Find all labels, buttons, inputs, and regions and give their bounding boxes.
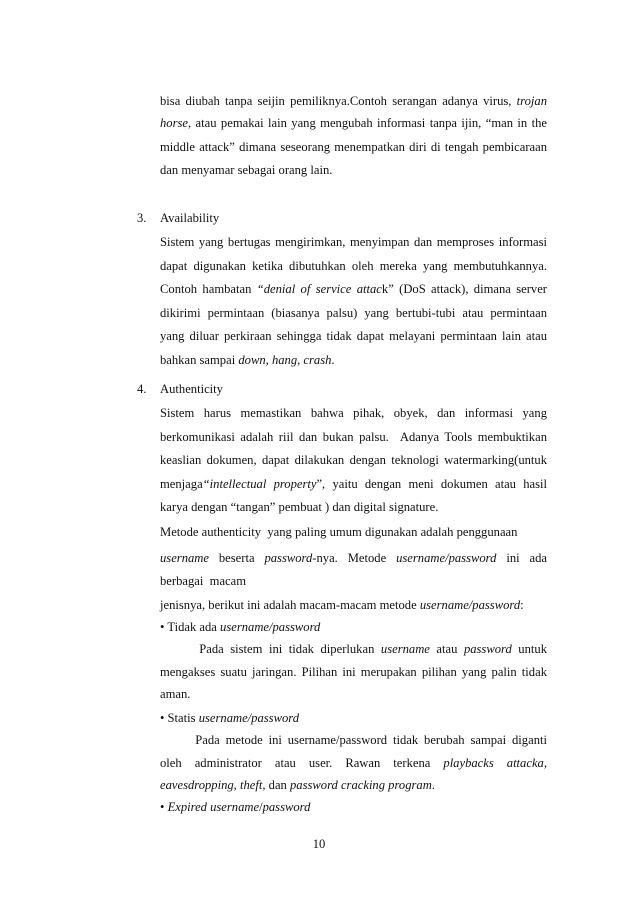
- text-line: [160, 686, 547, 702]
- text-line: [160, 328, 547, 344]
- italic-text: Expired username: [167, 800, 260, 814]
- text-span: dapat digunakan ketika dibutuhkan oleh mereka yang membutuhkannya.: [160, 259, 547, 273]
- text-span: ,: [297, 353, 304, 367]
- italic-text: “intellectual property: [202, 477, 317, 491]
- text-line: [160, 139, 547, 155]
- text-span: •: [160, 800, 168, 814]
- text-span: keaslian dokumen, dapat dilakukan dengan teknologi watermarking(untuk: [160, 453, 547, 467]
- italic-text: down: [238, 353, 266, 367]
- text-span: ,: [265, 353, 272, 367]
- text-span: .: [431, 778, 435, 792]
- text-line: [160, 755, 547, 771]
- text-line: [160, 452, 547, 468]
- italic-text: “denial of service attac: [256, 282, 382, 296]
- section-number: 4.: [137, 382, 147, 396]
- italic-text: username/password: [419, 598, 521, 612]
- text-span: karya dengan “tangan” pembuat ) dan digital signature.: [160, 500, 439, 514]
- text-span: untuk: [511, 642, 547, 656]
- text-span: -nya. Metode: [312, 551, 397, 565]
- text-line: [160, 732, 547, 748]
- text-span: beserta: [208, 551, 265, 565]
- text-span: berbagai macam: [160, 574, 247, 588]
- text-span: mengakses suatu jaringan. Pilihan ini merupakan pilihan yang palin tidak: [160, 665, 547, 679]
- text-line: [160, 281, 547, 297]
- text-span: Metode authenticity yang paling umum digunakan adalah penggunaan: [160, 525, 518, 539]
- text-line: [160, 641, 547, 657]
- italic-text: password: [262, 800, 311, 814]
- text-line: [160, 550, 547, 566]
- text-span: dan menyamar sebagai orang lain.: [160, 163, 333, 177]
- text-span: k” (DoS attack), dimana server: [381, 282, 547, 296]
- text-span: ”, yaitu dengan meni dokumen atau hasil: [316, 477, 547, 491]
- text-line: [160, 258, 547, 274]
- section-title-authenticity: Authenticity: [160, 382, 223, 396]
- text-span: oleh administrator atau user. Rawan terkena: [160, 756, 444, 770]
- text-line: [160, 352, 547, 368]
- text-line: [160, 305, 547, 321]
- text-line: [160, 405, 547, 421]
- text-span: Sistem harus memastikan bahwa pihak, obyek, dan informasi yang: [160, 406, 547, 420]
- text-line: [160, 115, 547, 131]
- italic-text: eavesdropping, theft,: [160, 778, 266, 792]
- page-number: 10: [312, 837, 326, 851]
- italic-text: username/password: [198, 711, 299, 725]
- italic-text: trojan: [516, 94, 547, 108]
- text-span: Pada metode ini username/password tidak berubah sampai diganti: [160, 733, 547, 747]
- italic-text: password: [264, 551, 313, 565]
- italic-text: username: [380, 642, 430, 656]
- text-span: Contoh hambatan: [160, 282, 257, 296]
- text-line: [160, 799, 547, 815]
- text-line: [160, 597, 547, 613]
- text-span: .: [331, 353, 335, 367]
- text-line: [160, 664, 547, 680]
- text-span: yang diluar perkiraan sehingga tidak dapat melayani permintaan lain atau: [160, 329, 547, 343]
- text-span: dan: [265, 778, 290, 792]
- text-span: ini ada: [496, 551, 547, 565]
- text-span: • Statis: [160, 711, 199, 725]
- italic-text: username/password: [396, 551, 497, 565]
- text-span: middle attack” dimana seseorang menempatkan diri di tengah pembicaraan: [160, 140, 547, 154]
- text-span: aman.: [160, 687, 191, 701]
- section-number: 3.: [137, 211, 147, 225]
- text-span: jenisnya, berikut ini adalah macam-macam metode: [160, 598, 420, 612]
- text-span: Sistem yang bertugas mengirimkan, menyimpan dan memproses informasi: [160, 235, 547, 249]
- text-span: bahkan sampai: [160, 353, 239, 367]
- text-line: [160, 476, 547, 492]
- text-line: [160, 777, 547, 793]
- italic-text: password cracking program: [290, 778, 432, 792]
- text-line: [160, 710, 547, 726]
- text-span: :: [520, 598, 524, 612]
- text-span: bisa diubah tanpa seijin pemiliknya.Contoh serangan adanya virus,: [160, 94, 517, 108]
- italic-text: username: [160, 551, 209, 565]
- italic-text: crash: [303, 353, 332, 367]
- italic-text: playbacks attacka,: [443, 756, 547, 770]
- text-span: dikirimi permintaan (biasanya palsu) yang bertubi-tubi atau permintaan: [160, 306, 547, 320]
- text-line: [160, 234, 547, 250]
- text-line: [160, 524, 547, 540]
- text-span: menjaga: [160, 477, 203, 491]
- italic-text: hang: [271, 353, 298, 367]
- text-span: , atau pemakai lain yang mengubah informasi tanpa ijin, “man in the: [188, 116, 547, 130]
- text-line: [160, 573, 547, 589]
- italic-text: horse: [160, 116, 188, 130]
- italic-text: username/password: [220, 620, 321, 634]
- text-line: [160, 162, 547, 178]
- text-line: [160, 619, 547, 635]
- text-span: Pada sistem ini tidak diperlukan: [160, 642, 381, 656]
- text-span: /: [259, 800, 263, 814]
- text-span: • Tidak ada: [160, 620, 221, 634]
- italic-text: password: [463, 642, 512, 656]
- text-line: [160, 429, 547, 445]
- text-line: [160, 499, 547, 515]
- text-span: atau: [429, 642, 464, 656]
- text-line: [160, 93, 547, 109]
- text-span: berkomunikasi adalah riil dan bukan palsu. Adanya Tools membuktikan: [160, 430, 547, 444]
- section-title-availability: Availability: [160, 211, 220, 225]
